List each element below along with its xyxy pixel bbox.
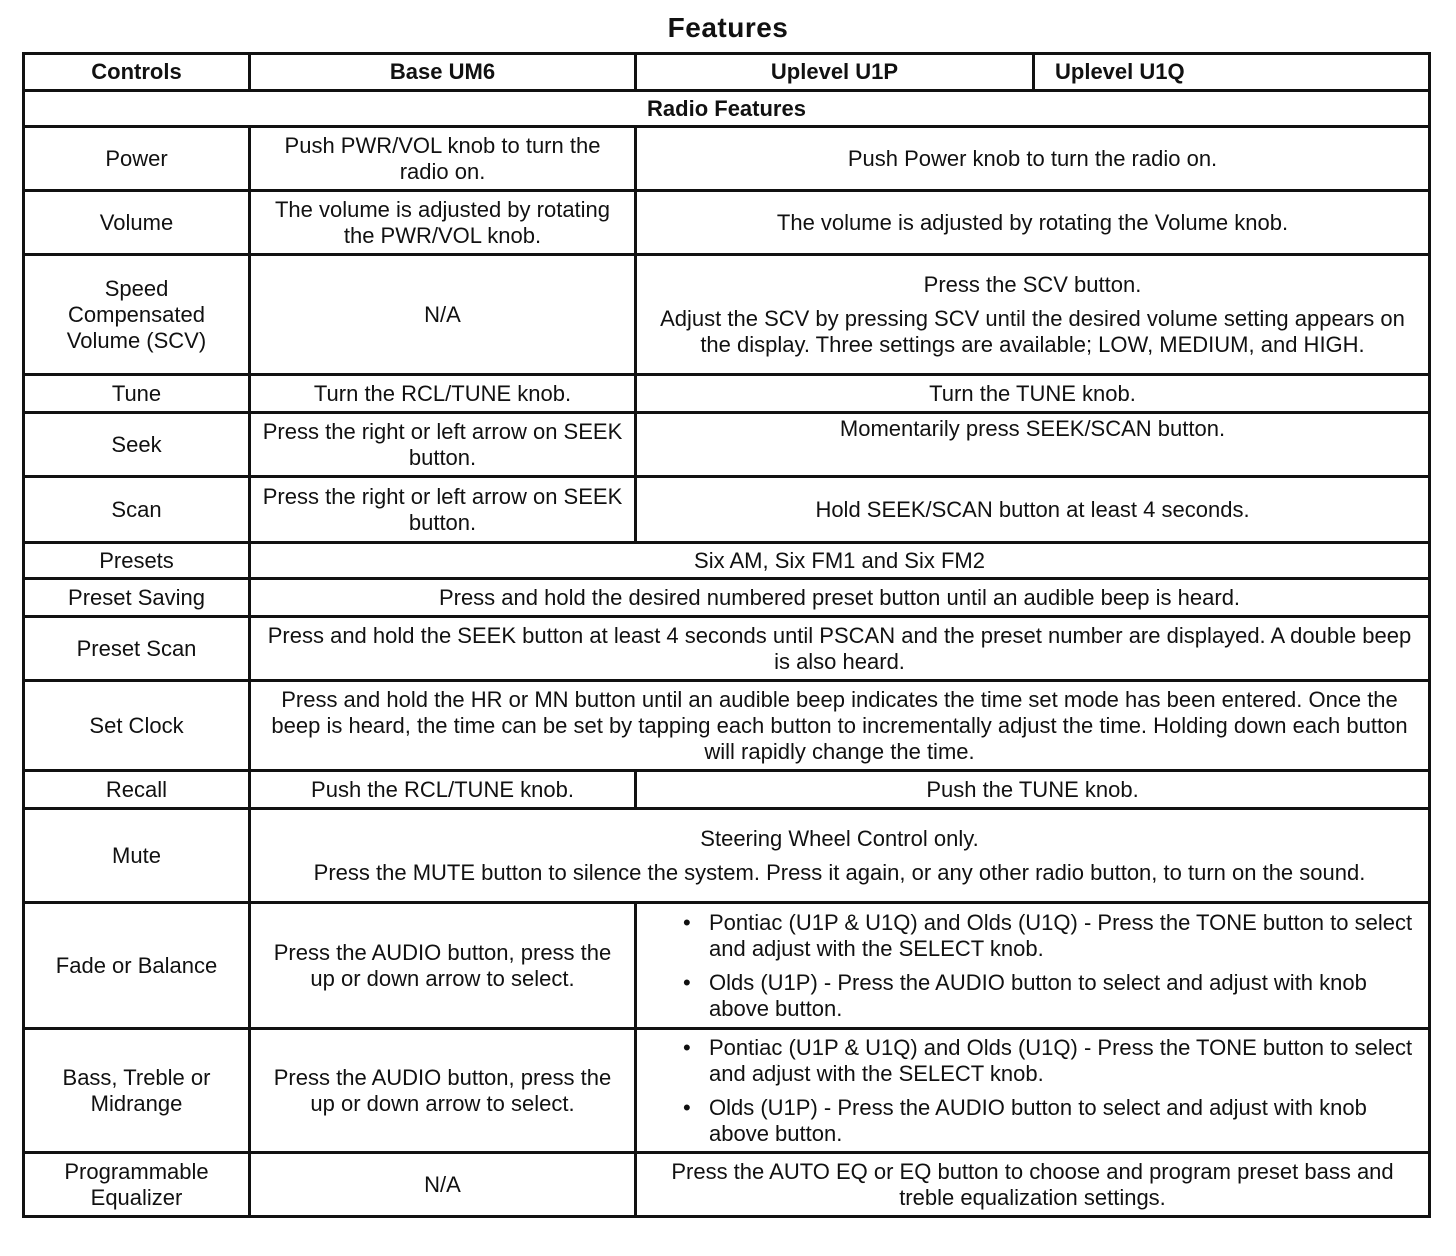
table-row-equalizer [24,1153,1430,1217]
header-row [24,54,1430,91]
control-cell: Preset Scan [24,617,250,681]
scv-line-2: Adjust the SCV by pressing SCV until the desired volume setting appears on the display. Three settings are available; LOW, MEDIUM, and HIGH. [660,305,1405,357]
uplevel-cell: Hold SEEK/SCAN button at least 4 seconds. [636,477,1430,543]
uplevel-cell: The volume is adjusted by rotating the Volume knob. [636,191,1430,255]
table-row-volume [24,191,1430,255]
table-row-bass-treble [24,1029,1430,1153]
control-cell: Mute [24,809,250,903]
uplevel-cell: Press the AUTO EQ or EQ button to choose and program preset bass and treble equalization settings. [636,1153,1430,1217]
uplevel-cell: Push the TUNE knob. [636,771,1430,809]
base-cell: N/A [250,1153,636,1217]
control-cell: Power [24,127,250,191]
page-title: Features [667,12,789,43]
list-item: • Pontiac (U1P & U1Q) and Olds (U1Q) - Press the TONE button to select and adjust with the SELECT knob. [709,1035,1418,1087]
control-cell: Volume [24,191,250,255]
base-cell: Push PWR/VOL knob to turn the radio on. [250,127,636,191]
list-item: • Olds (U1P) - Press the AUDIO button to select and adjust with knob above button. [709,1095,1418,1147]
control-cell: Set Clock [24,681,250,771]
all-levels-cell [250,809,1430,903]
header-base-um6: Base UM6 [250,54,636,91]
table-row-set-clock [24,681,1430,771]
base-cell: Press the right or left arrow on SEEK button. [250,413,636,477]
control-cell: Bass, Treble or Midrange [24,1029,250,1153]
control-cell: Recall [24,771,250,809]
features-table [22,52,1431,1218]
uplevel-cell [636,903,1430,1029]
header-controls: Controls [24,54,250,91]
section-row [24,91,1430,127]
control-cell: Preset Saving [24,579,250,617]
control-cell: Programmable Equalizer [24,1153,250,1217]
base-cell: The volume is adjusted by rotating the PWR/VOL knob. [250,191,636,255]
uplevel-cell [636,1029,1430,1153]
table-row-seek [24,413,1430,477]
list-item: • Olds (U1P) - Press the AUDIO button to select and adjust with knob above button. [709,970,1418,1022]
base-cell: Turn the RCL/TUNE knob. [250,375,636,413]
fade-balance-list [647,910,1418,1022]
mute-line-2: Press the MUTE button to silence the system. Press it again, or any other radio button, to turn on the sound. [313,859,1366,885]
table-row-fade-balance [24,903,1430,1029]
all-levels-cell: Press and hold the HR or MN button until an audible beep indicates the time set mode has been entered. Once the beep is heard, the time can be set by tapping each button to incrementally adjust the time. Holding down each button will rapidly change the time. [250,681,1430,771]
header-uplevel-u1q: Uplevel U1Q [1034,54,1430,91]
uplevel-cell [636,255,1430,375]
scv-line-1: Press the SCV button. [923,271,1142,297]
table-row-presets [24,543,1430,579]
control-cell: Fade or Balance [24,903,250,1029]
all-levels-cell: Six AM, Six FM1 and Six FM2 [250,543,1430,579]
bass-treble-list [647,1035,1418,1147]
control-cell: Tune [24,375,250,413]
all-levels-cell: Press and hold the desired numbered preset button until an audible beep is heard. [250,579,1430,617]
base-cell: Press the right or left arrow on SEEK button. [250,477,636,543]
control-cell: Presets [24,543,250,579]
table-row-power [24,127,1430,191]
all-levels-cell: Press and hold the SEEK button at least 4 seconds until PSCAN and the preset number are displayed. A double beep is also heard. [250,617,1430,681]
list-item: • Pontiac (U1P & U1Q) and Olds (U1Q) - Press the TONE button to select and adjust with the SELECT knob. [709,910,1418,962]
table-row-mute [24,809,1430,903]
uplevel-cell: Momentarily press SEEK/SCAN button. [636,413,1430,477]
mute-line-1: Steering Wheel Control only. [700,825,979,851]
table-row-scv [24,255,1430,375]
base-cell: Press the AUDIO button, press the up or down arrow to select. [250,1029,636,1153]
table-row-tune [24,375,1430,413]
base-cell: Push the RCL/TUNE knob. [250,771,636,809]
base-cell: Press the AUDIO button, press the up or down arrow to select. [250,903,636,1029]
control-cell: Speed Compensated Volume (SCV) [24,255,250,375]
section-radio-features: Radio Features [24,91,1430,127]
table-row-recall [24,771,1430,809]
base-cell: N/A [250,255,636,375]
table-row-preset-saving [24,579,1430,617]
uplevel-cell: Turn the TUNE knob. [636,375,1430,413]
table-row-preset-scan [24,617,1430,681]
uplevel-cell: Push Power knob to turn the radio on. [636,127,1430,191]
table-row-scan [24,477,1430,543]
control-cell: Seek [24,413,250,477]
header-uplevel-u1p: Uplevel U1P [636,54,1034,91]
control-cell: Scan [24,477,250,543]
